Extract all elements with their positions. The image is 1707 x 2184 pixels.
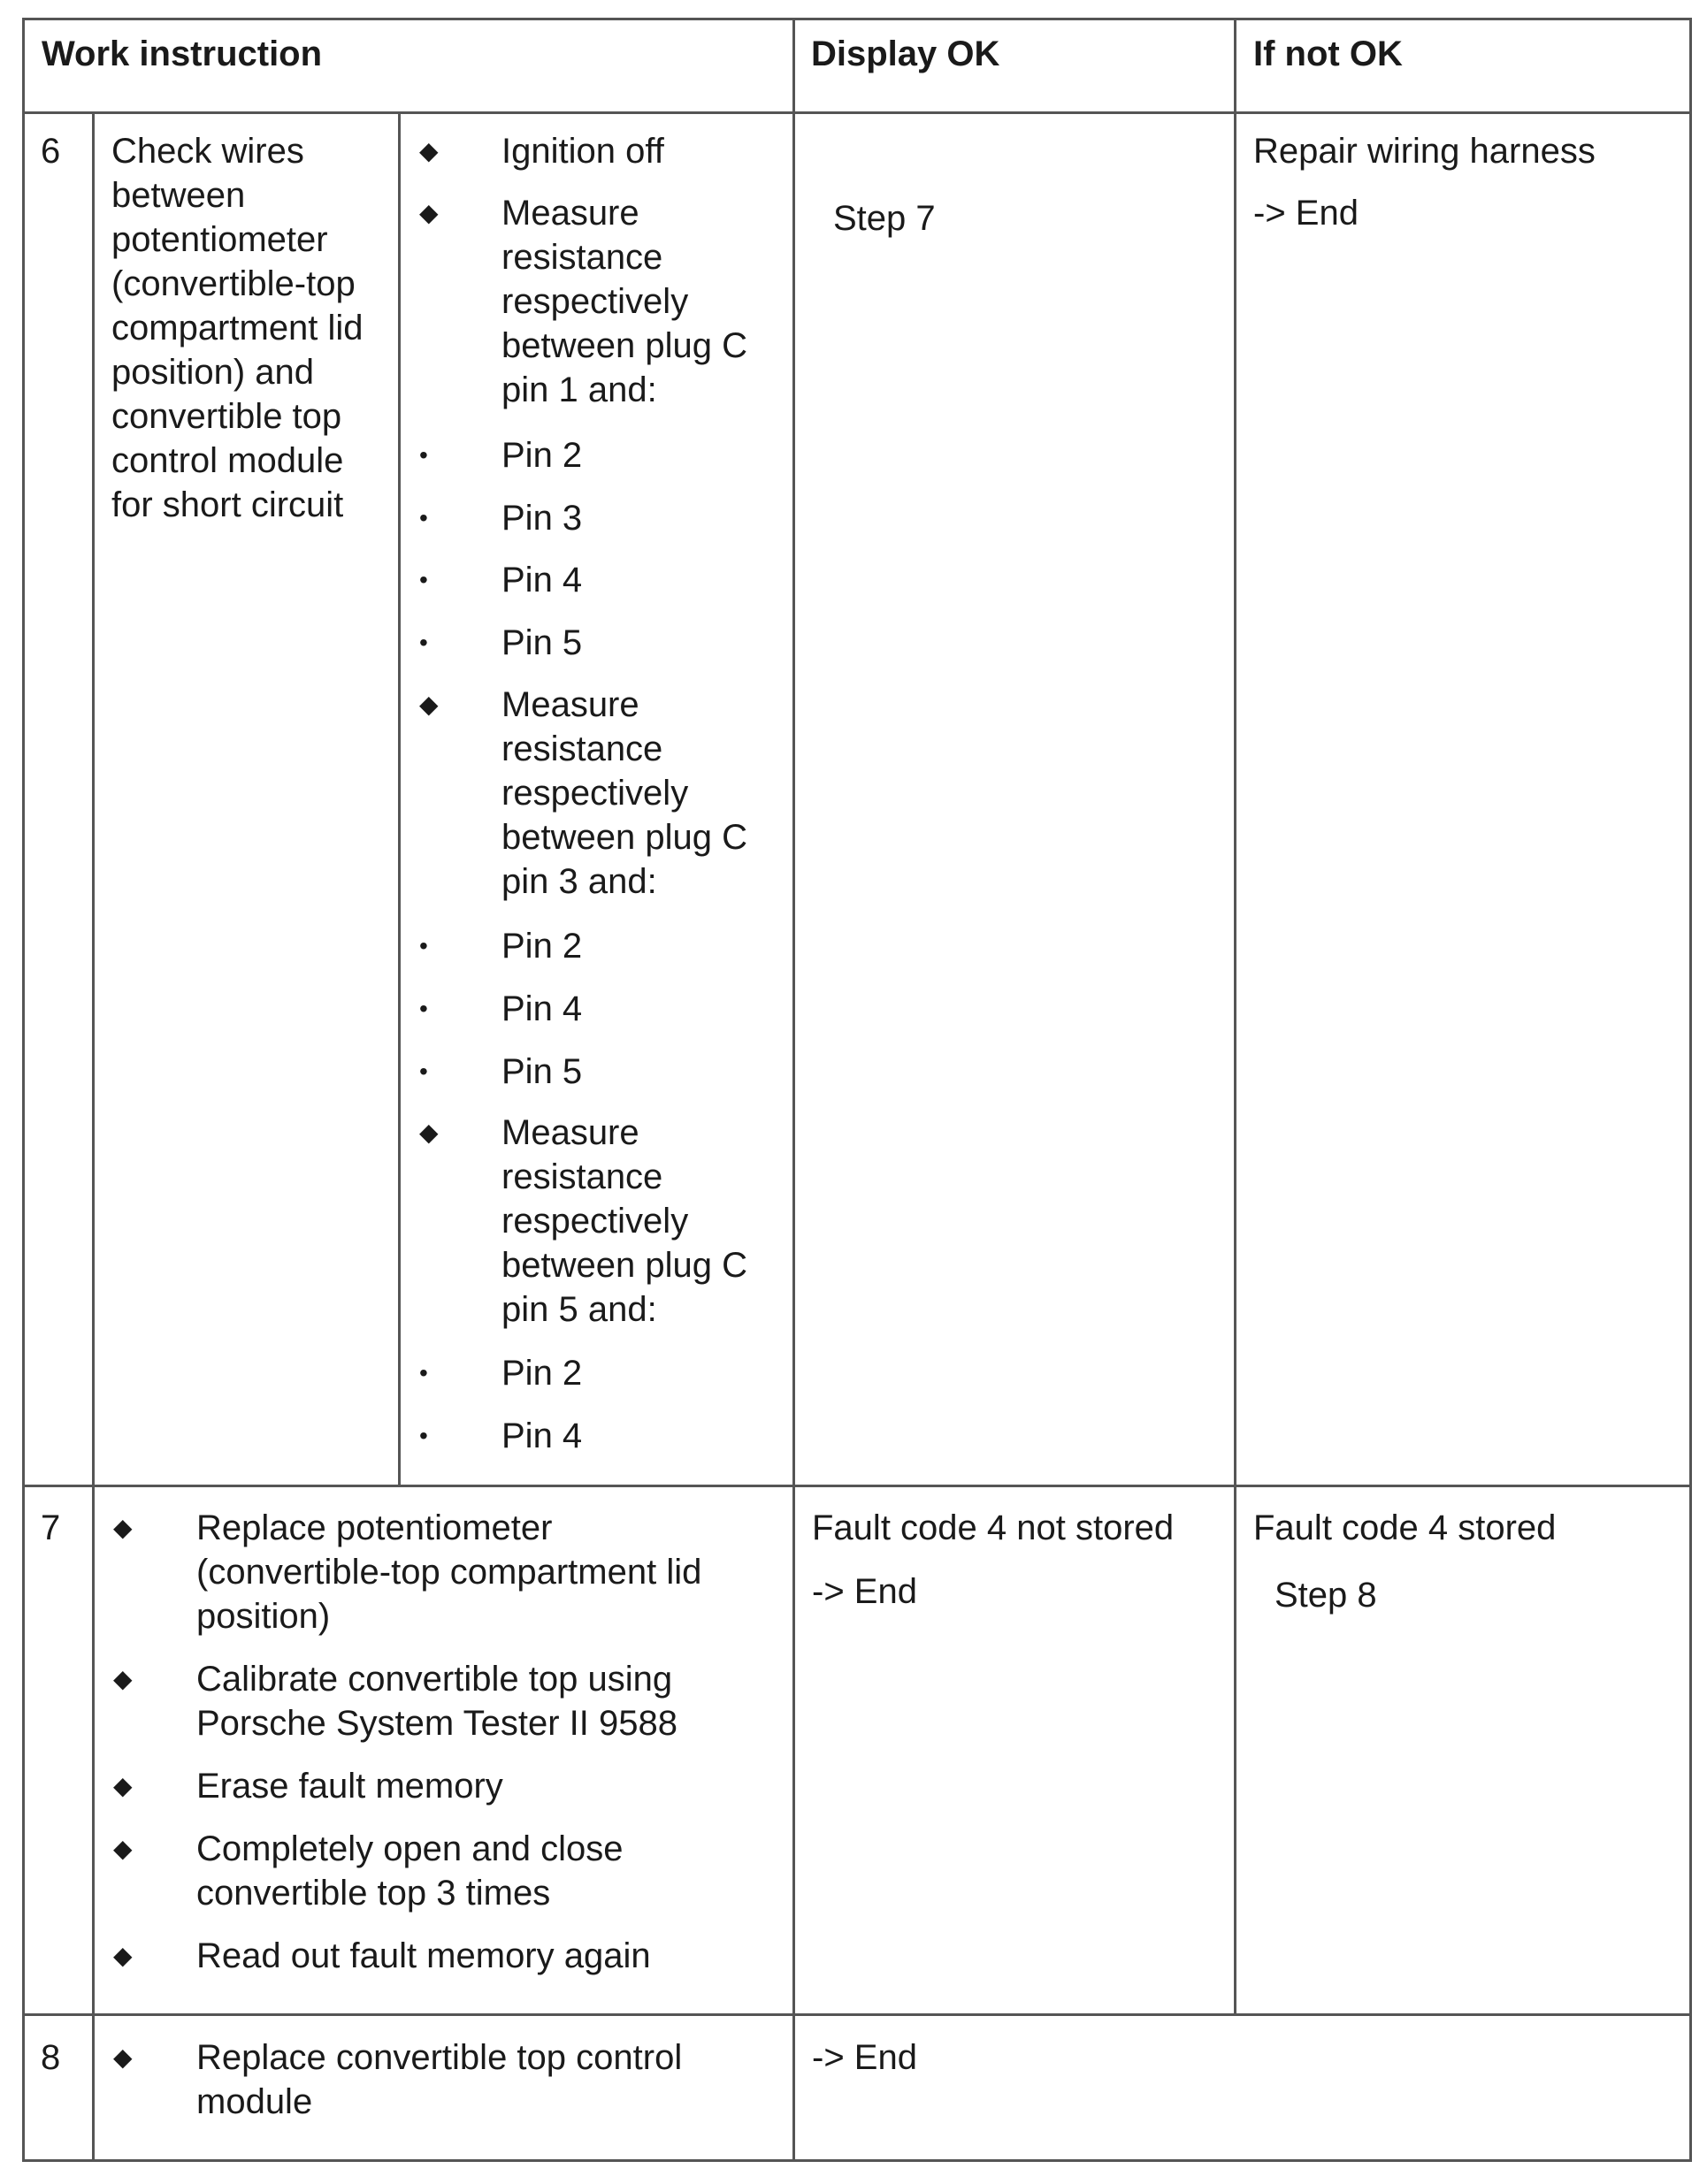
instruction-item: Pin 5 [501, 1052, 583, 1091]
table-border-bottom [22, 2159, 1692, 2162]
step-6-if-not-ok-end: -> End [1253, 194, 1359, 233]
instruction-line: Measure [501, 685, 639, 724]
instruction-line: resistance [501, 1157, 663, 1196]
diamond-bullet-icon: ◆ [419, 137, 439, 164]
instruction-item: Pin 4 [501, 1417, 583, 1455]
instruction-item: Pin 3 [501, 499, 583, 538]
column-divider-if-not-ok [1234, 18, 1236, 2016]
step-7-if-not-ok: Fault code 4 stored [1253, 1508, 1557, 1547]
row-divider-6-7 [22, 1485, 1692, 1487]
instruction-line: between plug C [501, 818, 747, 857]
dot-bullet-icon: • [419, 629, 428, 656]
row-divider-7-8 [22, 2013, 1692, 2016]
instruction-item: Erase fault memory [196, 1767, 503, 1806]
step-6-display-ok: Step 7 [833, 199, 936, 238]
step-number-8: 8 [41, 2038, 61, 2077]
column-divider-instructions [398, 111, 401, 1487]
instruction-line: Completely open and close [196, 1829, 624, 1868]
description-line: Check wires [111, 132, 304, 171]
instruction-item: Read out fault memory again [196, 1936, 651, 1975]
description-line: for short circuit [111, 485, 344, 524]
dot-bullet-icon: • [419, 1422, 428, 1449]
instruction-line: respectively [501, 1202, 689, 1241]
instruction-item [501, 191, 747, 412]
diamond-bullet-icon: ◆ [113, 1772, 133, 1799]
dot-bullet-icon: • [419, 566, 428, 593]
instruction-item: Ignition off [501, 132, 664, 171]
instruction-item: Pin 5 [501, 623, 583, 662]
instruction-line: pin 1 and: [501, 370, 657, 409]
instruction-item: Pin 2 [501, 1354, 583, 1393]
header-display-ok: Display OK [811, 34, 1000, 73]
instruction-item [196, 1657, 677, 1745]
dot-bullet-icon: • [419, 932, 428, 959]
header-divider [22, 111, 1692, 114]
diamond-bullet-icon: ◆ [113, 1514, 133, 1541]
instruction-line: between plug C [501, 1246, 747, 1285]
description-line: control module [111, 441, 344, 480]
description-line: convertible top [111, 397, 342, 436]
dot-bullet-icon: • [419, 504, 428, 531]
instruction-line: respectively [501, 282, 689, 321]
description-line: (convertible-top [111, 264, 356, 303]
instruction-line: (convertible-top compartment lid [196, 1553, 702, 1592]
dot-bullet-icon: • [419, 441, 428, 469]
description-line: potentiometer [111, 220, 328, 259]
description-line: position) and [111, 353, 315, 392]
instruction-line: respectively [501, 774, 689, 813]
diamond-bullet-icon: ◆ [419, 199, 439, 226]
instruction-item [501, 683, 747, 904]
step-6-if-not-ok: Repair wiring harness [1253, 132, 1596, 171]
diamond-bullet-icon: ◆ [113, 1942, 133, 1969]
step-7-display-ok: Fault code 4 not stored [812, 1508, 1175, 1547]
header-work-instruction: Work instruction [42, 34, 323, 73]
instruction-line: position) [196, 1597, 331, 1636]
step-7-if-not-ok-step: Step 8 [1275, 1576, 1377, 1615]
instruction-line: pin 3 and: [501, 862, 657, 901]
instruction-item: Pin 4 [501, 989, 583, 1028]
instruction-item [196, 1827, 624, 1915]
header-if-not-ok: If not OK [1253, 34, 1403, 73]
diamond-bullet-icon: ◆ [419, 1119, 439, 1146]
instruction-item: Pin 2 [501, 927, 583, 966]
instruction-item [196, 2035, 682, 2124]
instruction-line: module [196, 2082, 313, 2121]
instruction-line: Calibrate convertible top using [196, 1660, 673, 1699]
instruction-line: resistance [501, 238, 663, 277]
instruction-line: Measure [501, 194, 639, 233]
column-divider-step [92, 111, 95, 2162]
description-line: between [111, 176, 246, 215]
instruction-line: pin 5 and: [501, 1290, 657, 1329]
step-7-display-ok-end: -> End [812, 1572, 917, 1611]
instruction-line: convertible top 3 times [196, 1874, 551, 1913]
instruction-line: Replace potentiometer [196, 1508, 553, 1547]
diamond-bullet-icon: ◆ [113, 1835, 133, 1862]
instruction-line: Replace convertible top control [196, 2038, 683, 2077]
diamond-bullet-icon: ◆ [113, 2043, 133, 2071]
instruction-item: Pin 4 [501, 561, 583, 599]
step-6-description [111, 129, 364, 527]
instruction-item [501, 1111, 747, 1332]
instruction-item [196, 1506, 701, 1638]
instruction-line: resistance [501, 729, 663, 768]
step-number-6: 6 [41, 132, 61, 171]
description-line: compartment lid [111, 309, 364, 347]
table-border-top [22, 18, 1692, 20]
diamond-bullet-icon: ◆ [113, 1665, 133, 1692]
column-divider-display-ok [792, 18, 795, 2162]
step-8-display-ok: -> End [812, 2038, 917, 2077]
instruction-item: Pin 2 [501, 436, 583, 475]
diamond-bullet-icon: ◆ [419, 691, 439, 718]
step-number-7: 7 [41, 1508, 61, 1547]
instruction-line: between plug C [501, 326, 747, 365]
instruction-line: Porsche System Tester II 9588 [196, 1704, 677, 1743]
instruction-line: Measure [501, 1113, 639, 1152]
dot-bullet-icon: • [419, 1359, 428, 1386]
dot-bullet-icon: • [419, 995, 428, 1022]
table-border-left [22, 18, 25, 2162]
dot-bullet-icon: • [419, 1058, 428, 1085]
table-border-right [1689, 18, 1692, 2162]
